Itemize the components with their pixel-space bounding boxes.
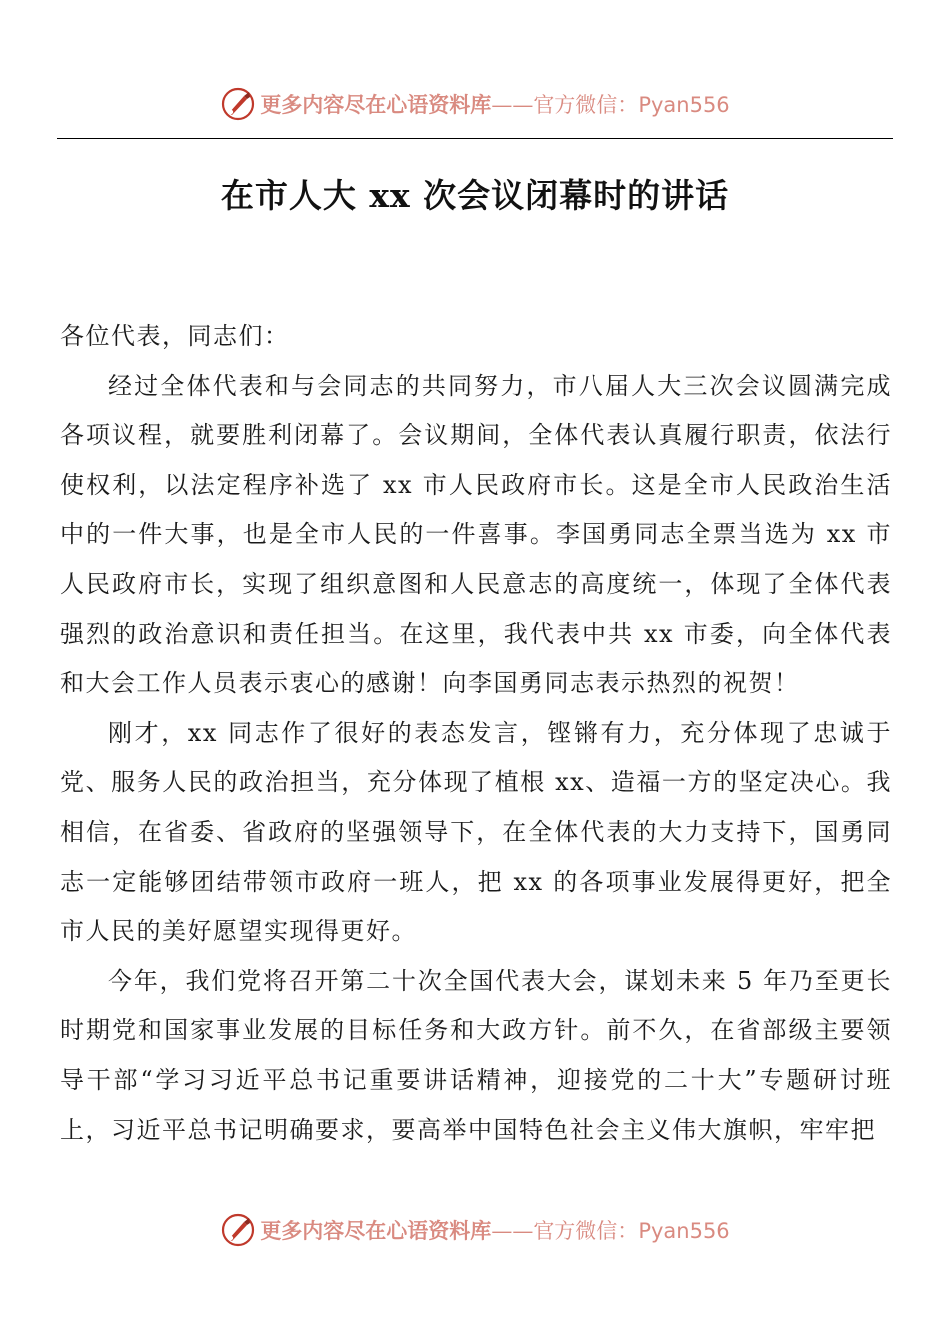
document-body [60, 312, 892, 1155]
banner-dash: —— [491, 93, 534, 117]
pen-nib-logo-icon [220, 1212, 256, 1248]
header-banner [0, 84, 950, 124]
banner-dash: —— [491, 1219, 534, 1243]
banner-prefix: 更多内容尽在心语资料库 [260, 92, 492, 117]
paragraph: 刚才，xx 同志作了很好的表态发言，铿锵有力，充分体现了忠诚于党、服务人民的政治担当，充分体现了植根 xx、造福一方的坚定决心。我相信，在省委、省政府的坚强领导下，在全体代表的大力支持下，国勇同志一定能够团结带领市政府一班人，把 xx 的各项事业发展得更好，把全市人民的美好愿望实现得更好。 [60, 718, 892, 946]
document-title: 在市人大 xx 次会议闭幕时的讲话 [220, 176, 730, 215]
banner-label: 官方微信： [533, 93, 639, 117]
banner-text [260, 1215, 729, 1245]
banner-wechat-id: Pyan556 [638, 1219, 730, 1243]
banner-text [260, 89, 729, 119]
banner-label: 官方微信： [533, 1219, 639, 1243]
paragraph: 经过全体代表和与会同志的共同努力，市八届人大三次会议圆满完成各项议程，就要胜利闭幕了。会议期间，全体代表认真履行职责，依法行使权利，以法定程序补选了 xx 市人民政府市长。这是全市人民政治生活中的一件大事，也是全市人民的一件喜事。李国勇同志全票当选为 xx 市人民政府市长，实现了组织意图和人民意志的高度统一，体现了全体代表强烈的政治意识和责任担当。在这里，我代表中共 xx 市委，向全体代表和大会工作人员表示衷心的感谢！向李国勇同志表示热烈的祝贺！ [60, 371, 892, 698]
pen-nib-logo-icon [220, 86, 256, 122]
paragraph: 今年，我们党将召开第二十次全国代表大会，谋划未来 5 年乃至更长时期党和国家事业发展的目标任务和大政方针。前不久，在省部级主要领导干部“学习习近平总书记重要讲话精神，迎接党的二十大”专题研讨班上，习近平总书记明确要求，要高举中国特色社会主义伟大旗帜，牢牢把 [60, 966, 892, 1144]
header-divider [57, 138, 893, 139]
banner-wechat-id: Pyan556 [638, 93, 730, 117]
footer-banner [0, 1210, 950, 1250]
salutation: 各位代表，同志们： [60, 322, 290, 350]
banner-prefix: 更多内容尽在心语资料库 [260, 1218, 492, 1243]
